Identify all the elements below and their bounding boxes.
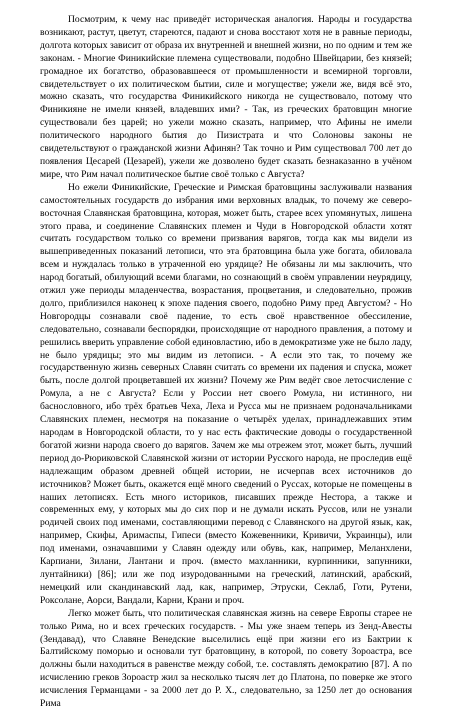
paragraph-1: Посмотрим, к чему нас приведёт историческая аналогия. Народы и государства возникают, растут, цветут, стареются, падают и снова воcстают хотя не в равные периоды, долгота которых зависит от образа их внутренней и внешней жизни, но по одним и тем же законам. - Многие Финикийские племена существовали, подобно Швейцарии, без князей; громадное их богатство, образовавшееся от промышленности и всемирной торговли, свидетельствует о их политическом бытии, силе и могуществе; ужели же, видя всё это, можно сказать, что государства Финикийского никогда не существовало, потому что Финикияне не имели князей, владевших ими? - Так, из греческих братовщин многие существовали без царей; но ужели можно сказать, например, что Афины не имели политического народного бытия до Пизистрата и что Солоновы законы не свидетельствуют о гражданской жизни Афинян? Так точно и Рим существовал 700 лет до появления Цесарей (Цезарей), ужели же дозволено будет сказать безнаказанно в учёном мире, что Рим начал политическое бытие своё только с Августа? [40,14,412,180]
paragraph-3: Легко может быть, что политическая славянская жизнь на севере Европы старее не только Рима, но и всех греческих государств. - Мы уже знаем теперь из Зенд-Авесты (Зендавад), что Славяне Венедские выселились ещё при жизни его из Бактрии к Балтийскому поморью и основали тут братовщину, в которой, по совету Зороастра, все должны были находиться в равенстве между собой, т.е. составлять демократию [87]. А по исчислению греков Зороастр жил за несколько тысяч лет до Платона, по поверке же этого исчисления Германцами - за 2000 лет до Р. Х., следовательно, за 1250 лет до основания Рима [40,607,412,710]
paragraph-2: Но ежели Финикийские, Греческие и Римская братовщины заслуживали названия самостоятельных государств до избрания ими верховных владык, то почему же северо-восточная Славянская братовщина, которая, может быть, старее всех упомянутых, лишена этого права, и соединение Славянских племен и Чуди в Новгородской области хотят считать государством только со времени призвания варягов, тогда как мы видели из вышеприведенных показаний летописи, что эта братовщина была уже богата, обиловала всем и нуждалась только в утраченной ею урядице? Не обязаны ли мы заключить, что народ богатый, обилующий всеми благами, но сознающий в своём управлении неурядицу, отжил уже периоды младенчества, возрастания, процветания, и следовательно, прожив долго, приблизился наконец к эпохе падения своего, подобно Риму пред Августом? - Но Новгородцы сознавали своё падение, то есть своё нравственное обессиление, следовательно, сознавали беспорядки, происходящие от народного правления, а потому и решились вверить управление собой единовластию, ибо в демократизме уже не было ладу, не было урядицы; это мы видим из летописи. - А если это так, то почему же государственную жизнь северных Славян считать со времени их падения и спуска, может быть, после долгой процветавшей их жизни? Почему же Рим ведёт свое летосчисление с Ромула, а не с Августа? Если у России нет своего Ромула, ни истинного, ни баснословного, ибо трёх братьев Чеха, Леха и Русса мы не признаем родоначальниками Славянских племен, несмотря на показание о четырёх уделах, принадлежавших этим народам в Новгородской области, то у нас есть фактические доводы о государственной богатой жизни народа своего до варягов. Зачем же мы отрежем этот, может быть, лучший период до-Рюриковской Славянской жизни от истории Русского народа, не проследив ещё надлежащим образом древней общей истории, не исчерпав всех источников до источников? Может быть, окажется ещё много сведений о Руссах, которые не помещены в наших летописях. Есть много историков, писавших прежде Нестора, а также и современных ему, у которых мы до сих пор и не думали искать Руссов, или не узнали родичей своих под именами, составляющими перевод с Славянского на другой язык, как, например, Скифы, Аримаспы, Гипеси (вместо Кожевенники, Кривичи, Украинцы), или под именами, означавшими у Славян одежду или обувь, как, например, Меланхлени, Карпиани, Зилани, Лантани и проч. (вместо махланники, курпинники, запунники, лунтайники) [86]; или же под изуродованными на греческий, латинский, арабский, немецкий или скандинавский лад, как, например, Этруски, Секлаб, Готи, Рутени, Роксолане, Аорси, Вандали, Карни, Крани и проч. [40,181,412,606]
